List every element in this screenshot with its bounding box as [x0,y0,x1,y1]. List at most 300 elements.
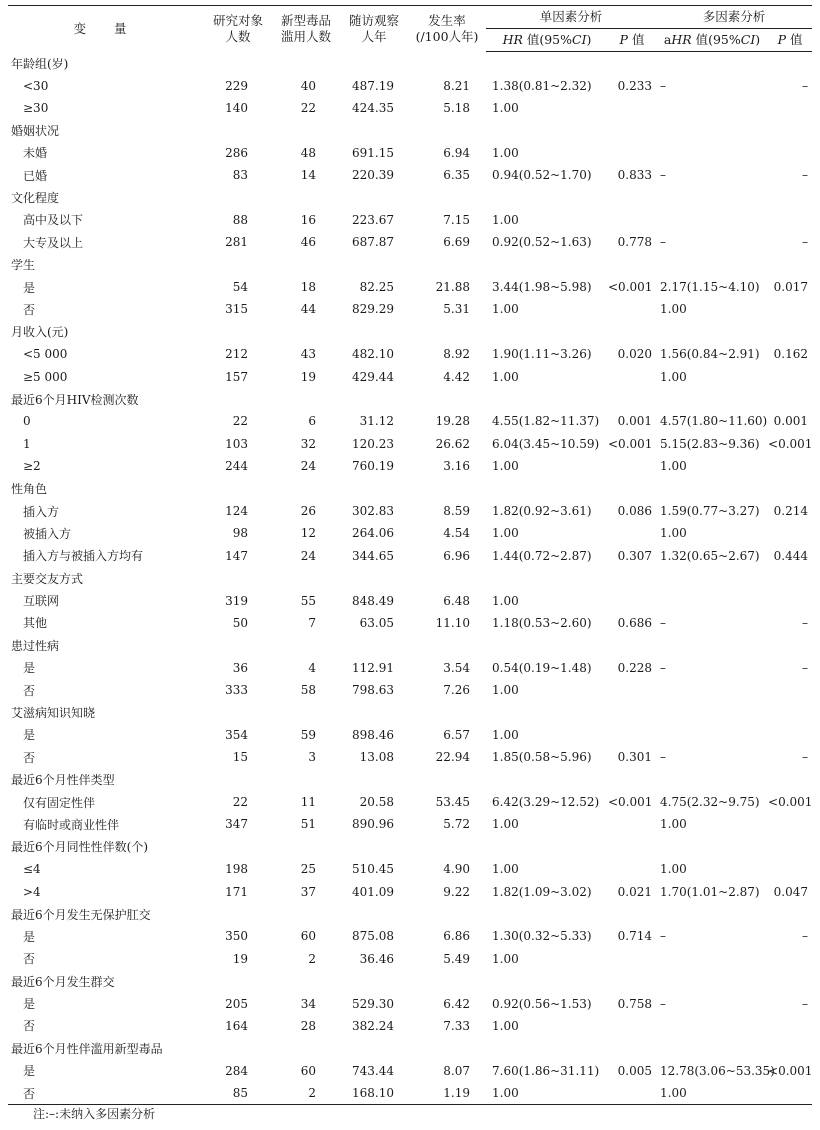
table-row [8,343,812,365]
header-drug-users: 新型毒品 滥用人数 [272,6,340,52]
group-header-row [8,903,812,925]
cell-ap: – [802,615,809,630]
group-header-row [8,769,812,791]
header-p-univariate: P 值 [608,29,656,52]
table-row [8,858,812,880]
cell-u: 46 [300,235,316,250]
cell-ahr [656,589,768,611]
cell-ahr [656,724,768,746]
cell-ahr: – [660,78,667,93]
cell-hr: 1.00 [492,459,519,474]
cell-label: 是 [23,728,36,743]
cell-hr: 1.38(0.81~2.32) [492,78,592,93]
cell-ahr: 1.00 [660,459,687,474]
cell-hr: 1.00 [492,951,519,966]
cell-ahr [656,1015,768,1037]
cell-label: 否 [23,302,36,317]
table-header [8,6,812,52]
table-row [8,164,812,186]
table-row [8,589,812,611]
hazard-ratio-table [8,5,812,1105]
group-header-row [8,388,812,410]
group-label: 最近6个月发生无保护肛交 [11,907,151,922]
cell-label: ≥5 000 [23,369,68,384]
cell-u: 32 [300,436,316,451]
cell-ahr: 1.59(0.77~3.27) [660,504,760,518]
cell-n: 147 [225,548,248,563]
cell-rate: 19.28 [435,414,470,429]
cell-n: 315 [225,302,248,317]
cell-u: 2 [308,951,316,966]
cell-ap: <0.001 [768,795,813,810]
cell-label: 0 [23,414,31,429]
table-row [8,813,812,835]
cell-p [608,97,656,119]
cell-n: 205 [225,996,248,1011]
cell-u: 60 [300,1063,316,1078]
table-row [8,298,812,320]
cell-p: 0.758 [617,996,653,1011]
cell-label: 是 [23,1064,36,1079]
group-header-row [8,1037,812,1059]
cell-p: 0.001 [617,414,653,429]
cell-u: 12 [300,526,316,541]
cell-ap [768,522,812,544]
cell-py: 529.30 [352,996,394,1011]
cell-label: ≥2 [23,459,41,474]
cell-p [608,298,656,320]
group-label: 学生 [11,258,36,273]
cell-label: 否 [23,683,36,698]
table-row [8,500,812,522]
cell-p [608,365,656,387]
cell-u: 28 [300,1018,316,1033]
header-hr: HR 值(95%CI) [486,29,608,52]
cell-ahr [656,97,768,119]
cell-py: 31.12 [359,414,394,429]
cell-n: 286 [225,145,248,160]
cell-ap [768,365,812,387]
cell-label: 已婚 [23,168,48,183]
cell-hr: 1.00 [492,212,519,227]
cell-p: 0.020 [617,347,653,362]
cell-hr: 1.00 [492,100,519,115]
cell-rate: 6.86 [443,929,470,944]
cell-u: 34 [300,996,316,1011]
cell-py: 848.49 [352,593,394,608]
cell-n: 54 [232,280,248,295]
cell-hr: 1.00 [492,683,519,698]
cell-ahr: 4.57(1.80~11.60) [660,414,768,429]
cell-u: 14 [300,168,316,183]
cell-u: 24 [300,459,316,474]
cell-ahr: – [660,929,667,944]
cell-hr: 1.00 [492,145,519,160]
table-row [8,433,812,455]
cell-hr: 1.44(0.72~2.87) [492,548,592,563]
cell-label: 否 [23,1019,36,1034]
header-p-multivariate: P 值 [768,29,812,52]
cell-ahr: 1.00 [660,526,687,541]
table-row [8,791,812,813]
cell-u: 7 [308,615,316,630]
cell-hr: 0.54(0.19~1.48) [492,660,592,675]
group-label: 最近6个月发生群交 [11,974,115,989]
cell-ahr: 1.00 [660,369,687,384]
cell-u: 40 [300,78,316,93]
group-label: 婚姻状况 [11,123,60,138]
cell-n: 333 [225,683,248,698]
group-label: 最近6个月性伴类型 [11,773,115,788]
cell-p [608,813,656,835]
cell-u: 16 [300,212,316,227]
cell-hr: 1.00 [492,727,519,742]
cell-ahr [656,142,768,164]
table-row [8,410,812,432]
cell-rate: 8.92 [443,347,470,362]
cell-label: 插入方与被插入方均有 [23,549,144,564]
cell-ap [768,1082,812,1105]
cell-py: 344.65 [352,548,394,563]
cell-rate: 5.72 [443,817,470,832]
group-label: 最近6个月HIV检测次数 [11,392,139,407]
cell-label: 高中及以下 [23,213,84,228]
group-label: 文化程度 [11,191,60,206]
group-label: 最近6个月同性性伴数(个) [11,840,148,855]
table-row [8,97,812,119]
cell-ahr: 1.00 [660,302,687,317]
cell-n: 347 [225,817,248,832]
cell-py: 112.91 [352,660,394,675]
cell-ap [768,142,812,164]
cell-py: 36.46 [359,951,394,966]
cell-p [608,724,656,746]
cell-n: 36 [232,660,248,675]
header-univariate: 单因素分析 [486,6,656,29]
cell-ahr: 12.78(3.06~53.35) [660,1063,775,1078]
cell-ap: 0.444 [773,548,809,563]
cell-ap: – [802,996,809,1011]
cell-ahr: 1.70(1.01~2.87) [660,884,760,899]
cell-label: 是 [23,929,36,944]
cell-label: 大专及以上 [23,235,84,250]
cell-label: 仅有固定性伴 [23,795,96,810]
cell-ap [768,724,812,746]
cell-ahr: 1.00 [660,817,687,832]
cell-py: 120.23 [352,436,394,451]
cell-n: 22 [232,414,248,429]
cell-label: ≤4 [23,862,41,877]
cell-py: 63.05 [359,615,394,630]
cell-ap: <0.001 [768,436,813,451]
cell-u: 6 [308,414,316,429]
cell-ap: – [802,660,809,675]
cell-rate: 26.62 [435,436,470,451]
group-header-row [8,321,812,343]
cell-hr: 1.00 [492,1018,519,1033]
cell-py: 382.24 [352,1018,394,1033]
cell-hr: 1.82(1.09~3.02) [492,884,592,899]
cell-rate: 4.90 [443,862,470,877]
cell-u: 48 [300,145,316,160]
cell-u: 19 [300,369,316,384]
cell-ahr: 2.17(1.15~4.10) [660,280,760,295]
cell-hr: 1.90(1.11~3.26) [492,347,592,362]
cell-u: 25 [300,862,316,877]
table-row [8,948,812,970]
cell-p [608,858,656,880]
header-multivariate: 多因素分析 [656,6,812,29]
table-row [8,365,812,387]
cell-py: 829.29 [352,302,394,317]
group-label: 最近6个月性伴滥用新型毒品 [11,1041,163,1056]
statistics-table-container [8,5,812,1105]
table-row [8,231,812,253]
cell-rate: 53.45 [435,795,470,810]
cell-label: 是 [23,661,36,676]
cell-ap [768,455,812,477]
cell-rate: 7.26 [443,683,470,698]
table-row [8,455,812,477]
cell-py: 168.10 [340,1082,408,1105]
cell-ap [768,1015,812,1037]
cell-n: 350 [225,929,248,944]
cell-ahr: 1.56(0.84~2.91) [660,347,760,362]
cell-hr: 1.30(0.32~5.33) [492,929,592,944]
cell-label: 其他 [23,616,48,631]
cell-ap: – [802,78,809,93]
cell-py: 510.45 [352,862,394,877]
table-row [8,142,812,164]
cell-ahr: 5.15(2.83~9.36) [660,436,760,451]
cell-p [608,455,656,477]
cell-ap: 0.162 [773,347,809,362]
table-row [8,925,812,947]
cell-rate: 21.88 [435,280,470,295]
cell-n: 140 [225,100,248,115]
table-body [8,52,812,1105]
cell-p: 0.833 [617,168,653,183]
header-incidence-rate: 发生率 (/100人年) [408,6,486,52]
cell-hr: 7.60(1.86~31.11) [492,1063,600,1078]
cell-p: 0.005 [617,1063,653,1078]
cell-hr: 0.92(0.52~1.63) [492,235,592,250]
cell-rate: 6.48 [443,593,470,608]
cell-rate: 9.22 [443,884,470,899]
cell-ap: 0.001 [773,414,809,429]
cell-u: 26 [300,504,316,518]
cell-rate: 22.94 [435,750,470,765]
group-label: 患过性病 [11,638,60,653]
cell-rate: 6.69 [443,235,470,250]
cell-hr: 1.00 [492,302,519,317]
cell-rate: 4.42 [443,369,470,384]
table-row [8,746,812,768]
cell-rate: 5.49 [443,951,470,966]
header-variable: 变 量 [8,6,204,52]
cell-p [608,679,656,701]
table-row [8,657,812,679]
cell-u: 51 [300,817,316,832]
cell-u: 44 [300,302,316,317]
group-header-row [8,970,812,992]
table-row [8,880,812,902]
cell-ap: <0.001 [768,1063,813,1078]
cell-rate: 5.18 [443,100,470,115]
cell-hr: 1.85(0.58~5.96) [492,750,592,765]
cell-rate: 7.33 [443,1018,470,1033]
header-ahr: aHR 值(95%CI) [656,29,768,52]
table-row [8,74,812,96]
table-row [8,724,812,746]
cell-label: >4 [23,884,41,899]
cell-py: 691.15 [352,145,394,160]
cell-p: 0.307 [617,548,653,563]
cell-ahr: 1.00 [656,1082,768,1105]
cell-ahr: – [660,996,667,1011]
table-row [8,612,812,634]
cell-py: 760.19 [352,459,394,474]
cell-p [608,948,656,970]
cell-hr: 1.18(0.53~2.60) [492,615,592,630]
cell-ap [768,97,812,119]
cell-py: 743.44 [352,1063,394,1078]
cell-hr: 1.00 [486,1082,608,1105]
cell-ap: – [802,168,809,183]
cell-u: 24 [300,548,316,563]
cell-p [608,522,656,544]
cell-n: 19 [232,951,248,966]
cell-ap: – [802,235,809,250]
cell-hr: 4.55(1.82~11.37) [492,414,600,429]
cell-py: 20.58 [359,795,394,810]
cell-n: 103 [225,436,248,451]
cell-ahr: 4.75(2.32~9.75) [660,795,760,810]
cell-rate: 6.96 [443,548,470,563]
cell-p: 0.228 [617,660,653,675]
cell-rate: 6.42 [443,996,470,1011]
cell-p: 0.714 [617,929,653,944]
cell-n: 50 [232,615,248,630]
table-row [8,522,812,544]
cell-n: 198 [225,862,248,877]
cell-n: 244 [225,459,248,474]
cell-u: 22 [300,100,316,115]
cell-hr: 6.04(3.45~10.59) [492,436,600,451]
cell-u: 37 [300,884,316,899]
table-row [8,679,812,701]
cell-label: <5 000 [23,347,68,362]
cell-n: 157 [225,369,248,384]
cell-ap: – [802,929,809,944]
cell-label: 插入方 [23,504,60,519]
cell-n: 15 [232,750,248,765]
cell-ahr: – [660,168,667,183]
cell-hr: 3.44(1.98~5.98) [492,280,592,295]
cell-n: 88 [232,212,248,227]
cell-label: 否 [23,750,36,765]
cell-hr: 1.00 [492,593,519,608]
cell-rate: 4.54 [443,526,470,541]
cell-p: 0.778 [617,235,653,250]
cell-py: 429.44 [352,369,394,384]
cell-rate: 3.16 [443,459,470,474]
cell-ahr: – [660,235,667,250]
group-label: 主要交友方式 [11,571,84,586]
cell-n: 22 [232,795,248,810]
cell-ahr: – [660,750,667,765]
cell-py: 687.87 [352,235,394,250]
group-label: 月收入(元) [11,325,69,340]
cell-py: 482.10 [352,347,394,362]
cell-n: 284 [225,1063,248,1078]
group-header-row [8,186,812,208]
cell-ahr [656,948,768,970]
cell-hr: 1.00 [492,526,519,541]
cell-py: 220.39 [352,168,394,183]
cell-rate: 6.57 [443,727,470,742]
cell-ap: 0.214 [773,504,809,518]
cell-label: 否 [23,952,36,967]
group-header-row [8,119,812,141]
table-row [8,209,812,231]
cell-p: 0.233 [617,78,653,93]
cell-n: 83 [232,168,248,183]
cell-rate: 1.19 [408,1082,486,1105]
cell-label: 有临时或商业性伴 [23,817,120,832]
cell-py: 401.09 [352,884,394,899]
cell-n: 212 [225,347,248,362]
cell-label: 未婚 [23,146,48,161]
cell-u: 43 [300,347,316,362]
cell-u: 4 [308,660,316,675]
cell-n: 171 [225,884,248,899]
cell-n: 281 [225,235,248,250]
cell-py: 264.06 [352,526,394,541]
cell-rate: 5.31 [443,302,470,317]
cell-rate: 6.94 [443,145,470,160]
cell-ahr: – [660,660,667,675]
cell-n: 319 [225,593,248,608]
table-row [8,1060,812,1082]
cell-p: 0.086 [617,504,653,518]
cell-py: 875.08 [352,929,394,944]
cell-ap [768,858,812,880]
cell-u: 2 [272,1082,340,1105]
cell-p: <0.001 [608,280,653,295]
cell-label: 是 [23,997,36,1012]
cell-py: 223.67 [352,212,394,227]
cell-ap [768,948,812,970]
cell-rate: 7.15 [443,212,470,227]
header-subjects: 研究对象 人数 [204,6,272,52]
cell-ap: 0.047 [773,884,809,899]
cell-u: 18 [300,280,316,295]
cell-p: <0.001 [608,795,653,810]
group-header-row [8,701,812,723]
cell-rate: 6.35 [443,168,470,183]
group-header-row [8,567,812,589]
table-footnote: 注:–:未纳入多因素分析 [33,1107,156,1121]
table-row [8,276,812,298]
cell-u: 60 [300,929,316,944]
cell-p [608,1015,656,1037]
cell-label: ≥30 [23,100,49,115]
cell-hr: 0.92(0.56~1.53) [492,996,592,1011]
cell-ap [768,589,812,611]
cell-p: <0.001 [608,436,653,451]
cell-py: 302.83 [352,504,394,518]
